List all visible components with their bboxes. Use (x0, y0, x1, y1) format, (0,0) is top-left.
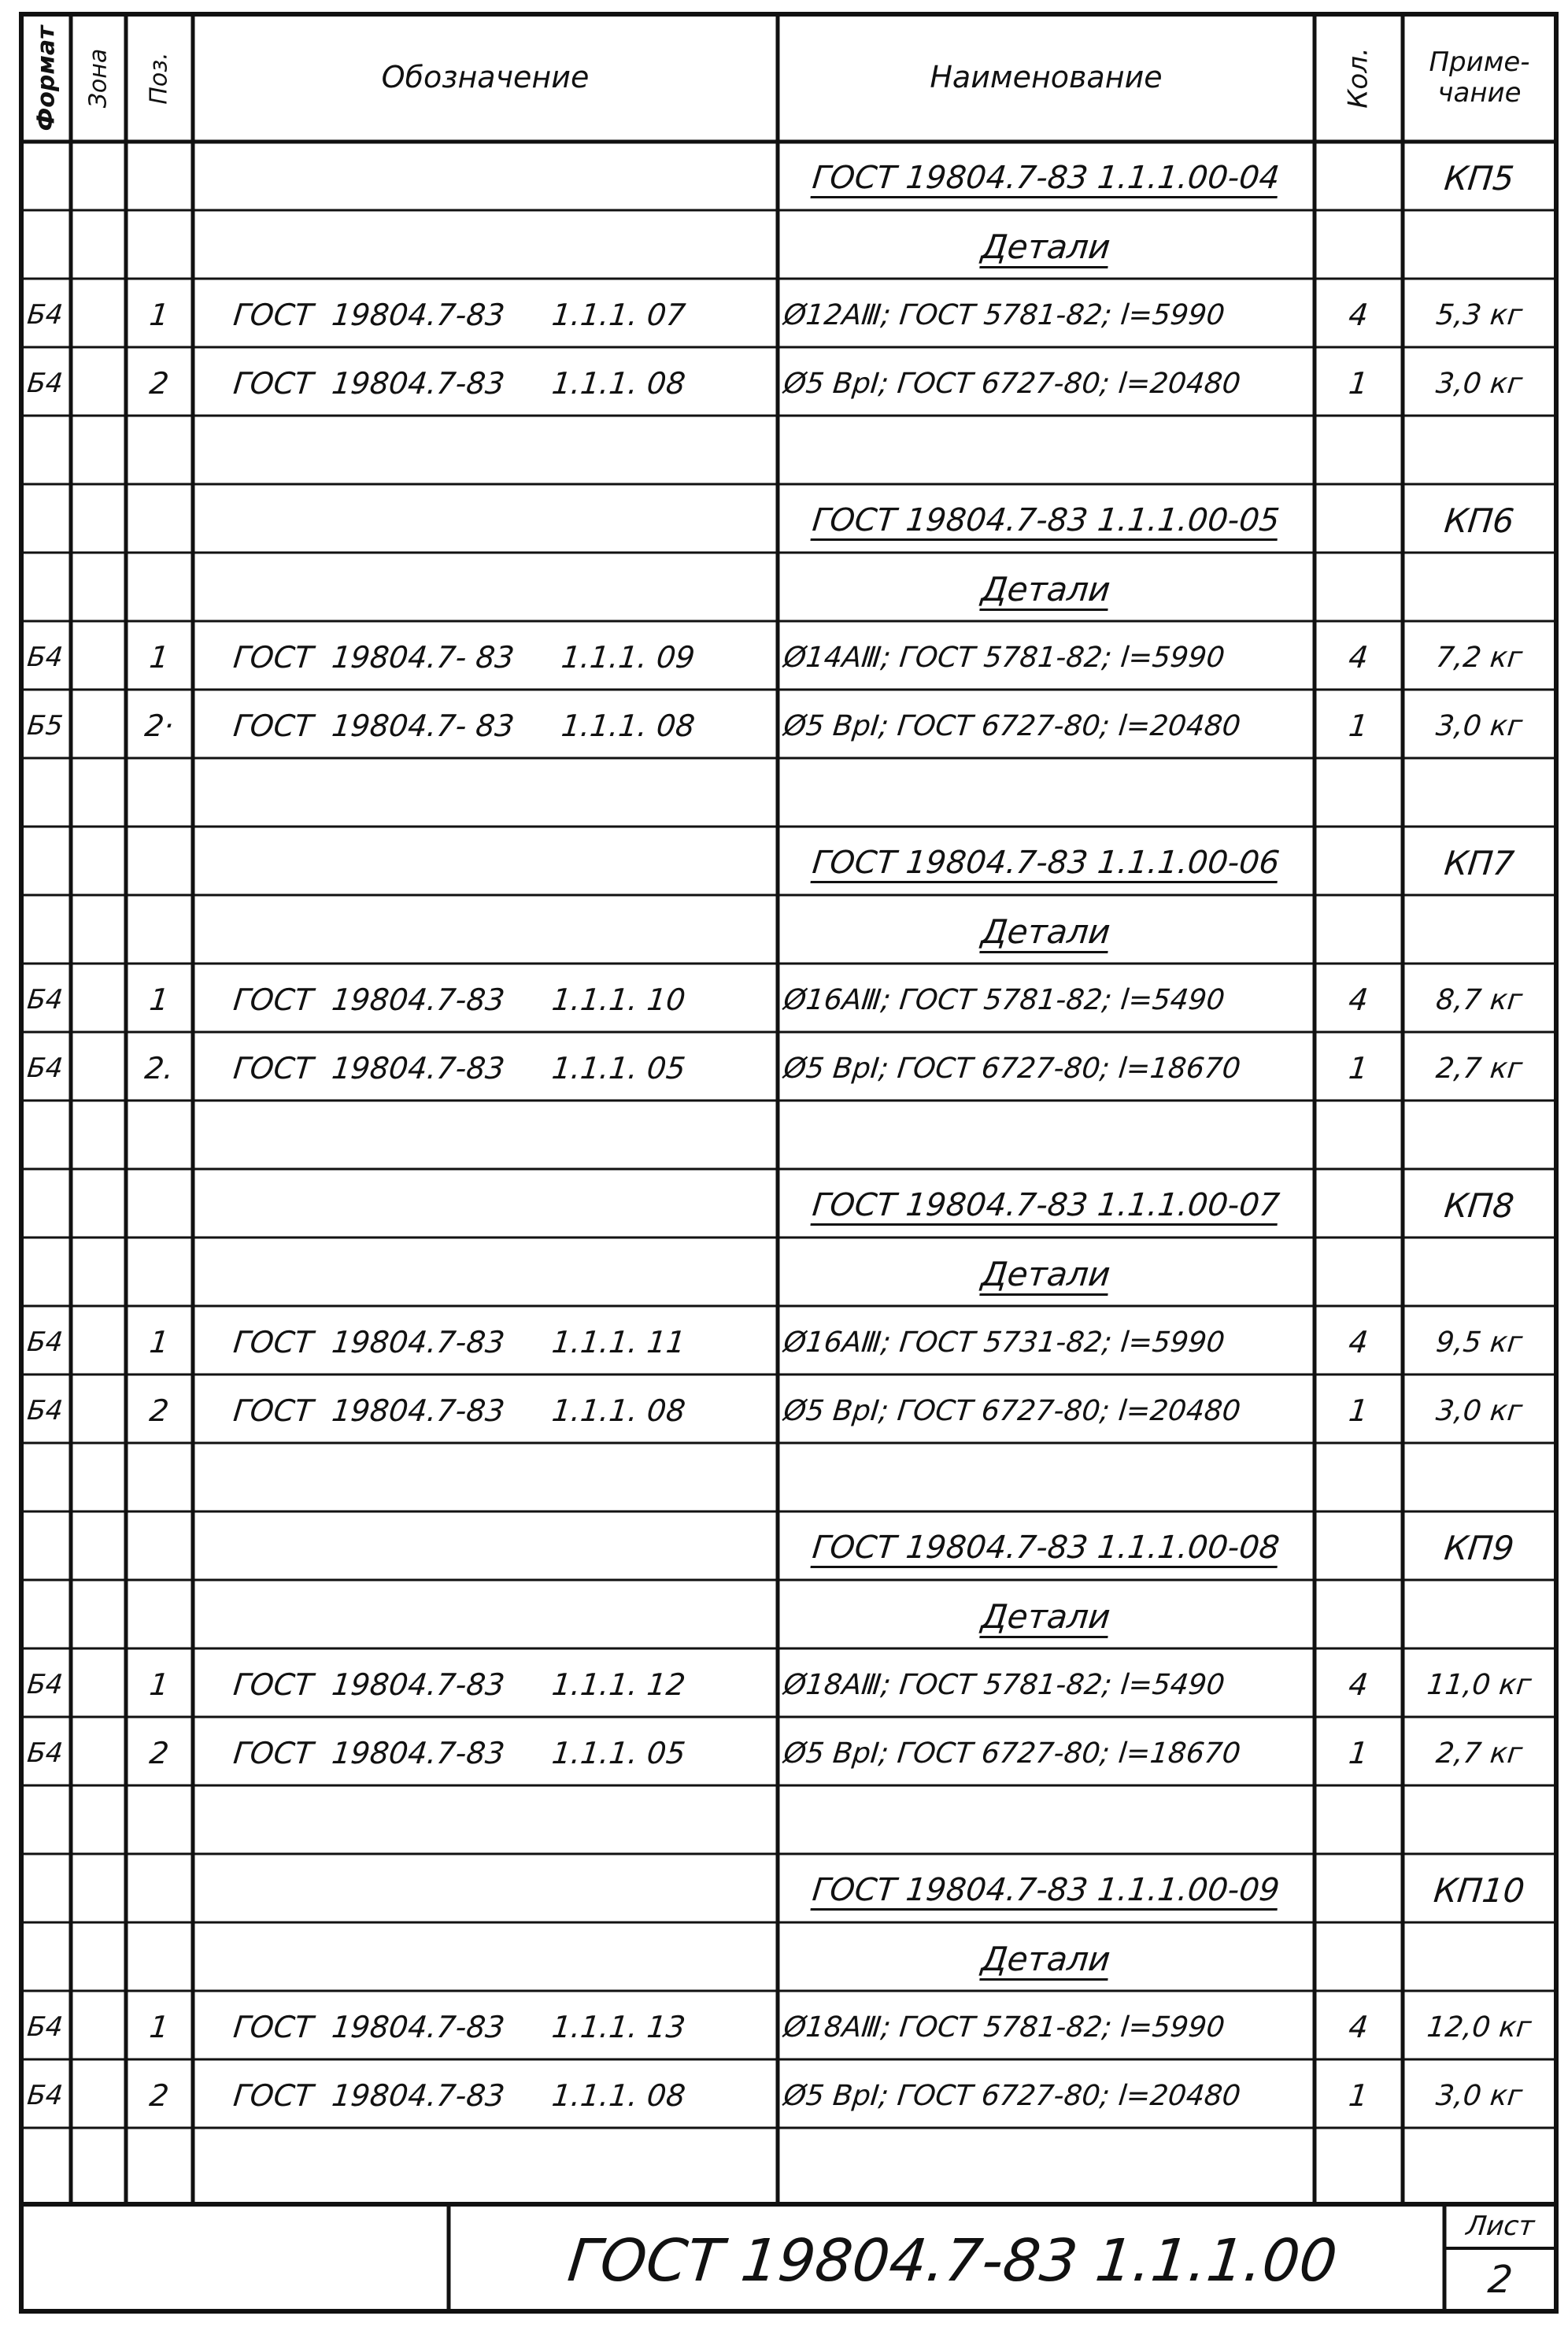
cell-note: 7,2 кг (1434, 642, 1525, 674)
cell-name: Ø5 ВрI; ГОСТ 6727-80; l=20480 (782, 368, 1242, 400)
cell-quantity: 4 (1347, 640, 1370, 675)
cell-designation: ГОСТ 19804.7-83 1.1.1. 05 (231, 1051, 687, 1086)
cell-position: 2· (142, 708, 176, 743)
header-designation: Обозначение (381, 60, 590, 95)
cell-format: Б4 (25, 1737, 65, 1769)
cell-zone (67, 1032, 123, 1101)
cell-zone (67, 1374, 123, 1443)
cell-format: Б4 (25, 368, 65, 399)
section-title: Детали (979, 570, 1112, 609)
cell-format: Б5 (25, 710, 65, 742)
section-title: Детали (979, 1255, 1112, 1293)
cell-designation: ГОСТ 19804.7-83 1.1.1. 10 (231, 982, 687, 1017)
cell-note: 2,7 кг (1434, 1053, 1525, 1085)
cell-name: Ø12АⅢ; ГОСТ 5781-82; l=5990 (782, 299, 1226, 331)
cell-name: Ø14АⅢ; ГОСТ 5781-82; l=5990 (782, 642, 1226, 674)
cell-position: 1 (147, 640, 171, 675)
assembly-note: КП7 (1442, 844, 1516, 882)
cell-note: 11,0 кг (1425, 1669, 1533, 1701)
cell-quantity: 4 (1347, 982, 1370, 1017)
assembly-note: КП6 (1442, 501, 1516, 540)
cell-position: 2 (147, 1393, 171, 1428)
cell-zone (67, 690, 123, 758)
cell-quantity: 4 (1347, 1667, 1370, 1702)
cell-name: Ø18АⅢ; ГОСТ 5781-82; l=5990 (782, 2011, 1226, 2044)
cell-note: 5,3 кг (1434, 299, 1525, 331)
sheet-number: 2 (1485, 2258, 1515, 2302)
section-title: Детали (979, 1940, 1112, 1978)
cell-position: 2 (147, 2078, 171, 2113)
cell-format: Б4 (25, 2011, 65, 2043)
assembly-note: КП10 (1432, 1871, 1527, 1910)
cell-designation: ГОСТ 19804.7- 83 1.1.1. 09 (231, 640, 697, 675)
cell-name: Ø5 ВрI; ГОСТ 6727-80; l=20480 (782, 710, 1242, 742)
cell-position: 2 (147, 1736, 171, 1770)
cell-quantity: 1 (1347, 2078, 1370, 2113)
section-title: Детали (979, 228, 1112, 266)
cell-designation: ГОСТ 19804.7-83 1.1.1. 12 (231, 1667, 687, 1702)
cell-position: 1 (147, 2010, 171, 2044)
cell-designation: ГОСТ 19804.7-83 1.1.1. 08 (231, 366, 687, 401)
assembly-designation: ГОСТ 19804.7-83 1.1.1.00-04 (810, 160, 1281, 196)
cell-note: 2,7 кг (1434, 1737, 1525, 1770)
cell-zone (67, 621, 123, 690)
cell-name: Ø16АⅢ; ГОСТ 5781-82; l=5490 (782, 984, 1226, 1016)
header-position: Поз. (146, 51, 173, 105)
cell-format: Б4 (25, 642, 65, 673)
cell-designation: ГОСТ 19804.7-83 1.1.1. 08 (231, 2078, 687, 2113)
cell-designation: ГОСТ 19804.7-83 1.1.1. 05 (231, 1736, 687, 1770)
stamp-designation: ГОСТ 19804.7-83 1.1.1.00 (564, 2227, 1341, 2295)
cell-note: 9,5 кг (1434, 1326, 1525, 1359)
header-zone: Зона (84, 48, 113, 108)
cell-format: Б4 (25, 299, 65, 331)
cell-format: Б4 (25, 1395, 65, 1426)
cell-quantity: 1 (1347, 1736, 1370, 1770)
cell-zone (67, 279, 123, 347)
cell-format: Б4 (25, 1326, 65, 1358)
cell-note: 3,0 кг (1434, 368, 1525, 400)
cell-designation: ГОСТ 19804.7-83 1.1.1. 11 (231, 1325, 687, 1360)
cell-designation: ГОСТ 19804.7-83 1.1.1. 13 (231, 2010, 687, 2044)
cell-quantity: 1 (1347, 1051, 1370, 1086)
cell-position: 1 (147, 1325, 171, 1360)
header-name: Наименование (930, 60, 1163, 95)
cell-zone (67, 347, 123, 416)
assembly-designation: ГОСТ 19804.7-83 1.1.1.00-07 (810, 1187, 1281, 1223)
assembly-note: КП5 (1442, 159, 1516, 198)
cell-format: Б4 (25, 1669, 65, 1700)
cell-designation: ГОСТ 19804.7-83 1.1.1. 08 (231, 1393, 687, 1428)
header-format: Формат (32, 25, 60, 131)
cell-position: 1 (147, 298, 171, 332)
cell-position: 1 (147, 982, 171, 1017)
cell-quantity: 4 (1347, 2010, 1370, 2044)
cell-name: Ø18АⅢ; ГОСТ 5781-82; l=5490 (782, 1669, 1226, 1701)
assembly-designation: ГОСТ 19804.7-83 1.1.1.00-05 (810, 502, 1281, 538)
cell-zone (67, 1991, 123, 2059)
cell-zone (67, 1717, 123, 1785)
cell-note: 8,7 кг (1434, 984, 1525, 1016)
cell-quantity: 4 (1347, 1325, 1370, 1360)
cell-designation: ГОСТ 19804.7- 83 1.1.1. 08 (231, 708, 697, 743)
cell-zone (67, 2059, 123, 2128)
cell-note: 3,0 кг (1434, 710, 1525, 742)
cell-name: Ø5 ВрI; ГОСТ 6727-80; l=18670 (782, 1737, 1242, 1770)
cell-quantity: 1 (1347, 708, 1370, 743)
header-note: Приме- чание (1429, 46, 1530, 109)
cell-position: 1 (147, 1667, 171, 1702)
cell-name: Ø5 ВрI; ГОСТ 6727-80; l=18670 (782, 1053, 1242, 1085)
header-quantity: Кол. (1342, 47, 1374, 109)
cell-note: 12,0 кг (1425, 2011, 1533, 2044)
cell-name: Ø5 ВрI; ГОСТ 6727-80; l=20480 (782, 1395, 1242, 1427)
cell-note: 3,0 кг (1434, 1395, 1525, 1427)
cell-position: 2 (147, 366, 171, 401)
cell-position: 2. (142, 1051, 176, 1086)
cell-format: Б4 (25, 984, 65, 1016)
sheet-label: Лист (1464, 2210, 1537, 2242)
cell-zone (67, 1306, 123, 1374)
cell-quantity: 1 (1347, 1393, 1370, 1428)
assembly-note: КП8 (1442, 1186, 1516, 1225)
assembly-note: КП9 (1442, 1529, 1516, 1567)
cell-zone (67, 1648, 123, 1717)
cell-name: Ø16АⅢ; ГОСТ 5731-82; l=5990 (782, 1326, 1226, 1359)
cell-format: Б4 (25, 2080, 65, 2111)
cell-name: Ø5 ВрI; ГОСТ 6727-80; l=20480 (782, 2080, 1242, 2112)
assembly-designation: ГОСТ 19804.7-83 1.1.1.00-09 (810, 1872, 1281, 1908)
cell-note: 3,0 кг (1434, 2080, 1525, 2112)
cell-quantity: 1 (1347, 366, 1370, 401)
cell-quantity: 4 (1347, 298, 1370, 332)
assembly-designation: ГОСТ 19804.7-83 1.1.1.00-08 (810, 1530, 1281, 1566)
section-title: Детали (979, 912, 1112, 951)
section-title: Детали (979, 1597, 1112, 1636)
cell-zone (67, 964, 123, 1032)
cell-format: Б4 (25, 1053, 65, 1084)
cell-designation: ГОСТ 19804.7-83 1.1.1. 07 (231, 298, 687, 332)
assembly-designation: ГОСТ 19804.7-83 1.1.1.00-06 (810, 845, 1281, 881)
